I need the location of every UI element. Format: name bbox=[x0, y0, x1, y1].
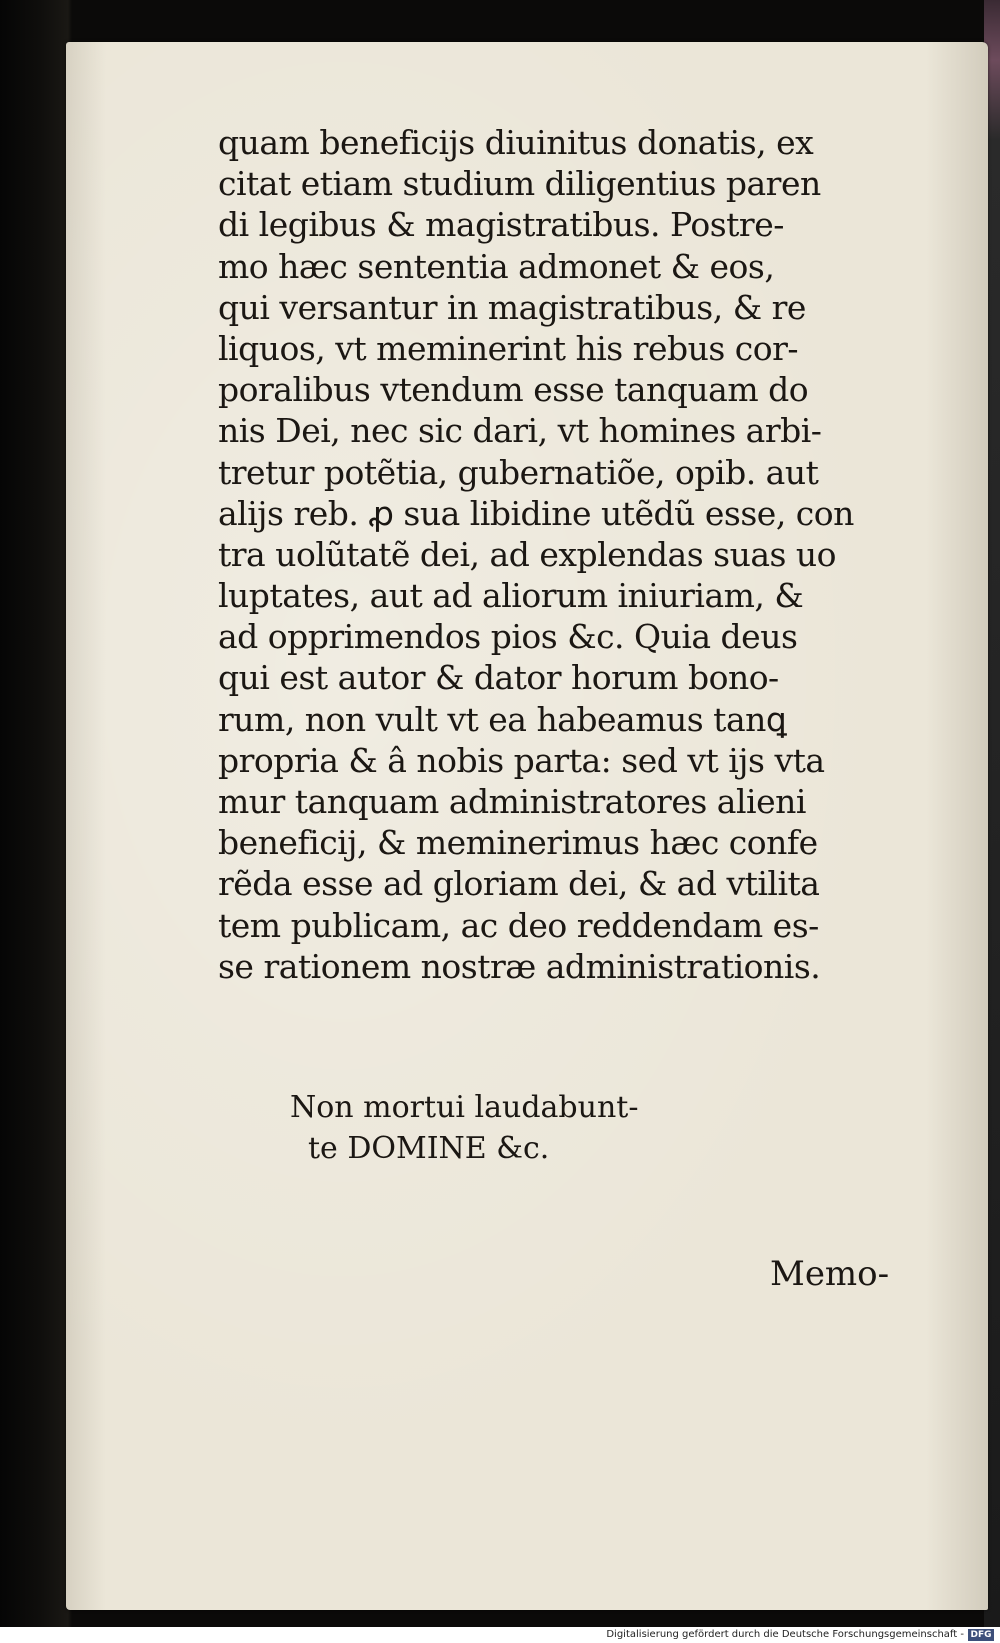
text-line: nis Dei, nec sic dari, vt homines arbi- bbox=[218, 411, 822, 451]
text-line: tem publicam, ac deo reddendam es- bbox=[218, 905, 819, 945]
text-line: liquos, vt meminerint his rebus cor- bbox=[218, 328, 799, 368]
text-line: quam beneficijs diuinitus donatis, ex bbox=[218, 123, 814, 162]
text-line: ad opprimendos pios &c. Quia deus bbox=[218, 617, 798, 657]
text-line: se rationem nostræ administrationis. bbox=[218, 946, 821, 986]
text-line: mur tanquam administratores alieni bbox=[218, 782, 806, 821]
text-line: qui versantur in magistratibus, & re bbox=[218, 287, 806, 327]
text-line: propria & â nobis parta: sed vt ijs vta bbox=[218, 740, 825, 780]
text-line: rum, non vult vt ea habeamus tanꝗ bbox=[218, 699, 787, 739]
dfg-logo: DFG bbox=[968, 1629, 994, 1641]
text-line: alijs reb. ꝓ sua libidine utẽdũ esse, con bbox=[218, 493, 854, 533]
text-line: citat etiam studium diligentius paren bbox=[218, 164, 821, 204]
section-heading bbox=[290, 1088, 638, 1170]
text-line: di legibus & magistratibus. Postre- bbox=[218, 205, 784, 245]
text-line: rẽda esse ad gloriam dei, & ad vtilita bbox=[218, 864, 820, 904]
text-line: tra uolũtatẽ dei, ad explendas suas uo bbox=[218, 534, 837, 574]
text-line: mo hæc sententia admonet & eos, bbox=[218, 246, 775, 286]
heading-line: te DOMINE &c. bbox=[308, 1131, 550, 1166]
text-line: poralibus vtendum esse tanquam do bbox=[218, 370, 809, 410]
funding-credit: Digitalisierung gefördert durch die Deutsche Forschungsgemeinschaft - bbox=[606, 1629, 964, 1640]
text-line: qui est autor & dator horum bono- bbox=[218, 658, 779, 698]
text-line: tretur potẽtia, gubernatiõe, opib. aut bbox=[218, 452, 819, 492]
text-line: luptates, aut ad aliorum iniuriam, & bbox=[218, 576, 804, 616]
heading-line: Non mortui laudabunt- bbox=[290, 1090, 639, 1125]
text-line: beneficij, & meminerimus hæc confe bbox=[218, 823, 818, 863]
catchword: Memo- bbox=[770, 1254, 890, 1294]
body-text bbox=[218, 122, 854, 987]
